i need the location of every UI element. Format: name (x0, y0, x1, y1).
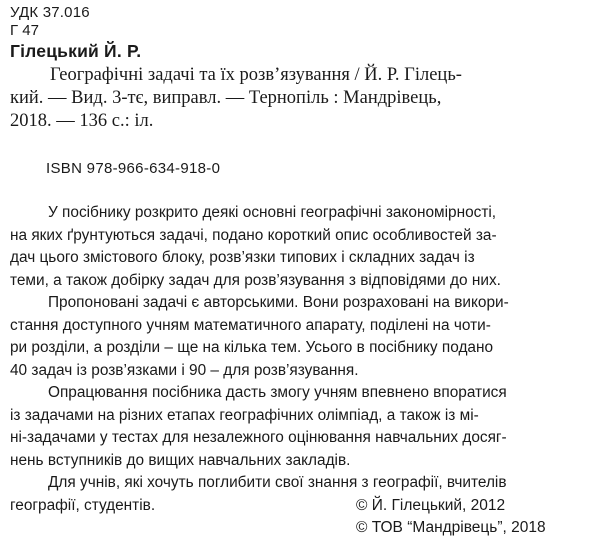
abstract-line: теми, а також добірку задач для розв’язування з відповідями до них. (10, 271, 501, 289)
udk-code: УДК 37.016 (10, 4, 90, 21)
biblio-line: Географічні задачі та їх розв’язування / Й. Р. Гілець- (50, 65, 462, 85)
abstract-line: ри розділи, а розділи – ще на кілька тем. Усього в посібнику подано (10, 339, 494, 356)
abstract-paragraph (10, 202, 592, 292)
author-mark-code: Г 47 (10, 22, 39, 39)
abstract-line: дач цього змістового блоку, розв’язки типових і складних задач із (10, 249, 475, 266)
abstract-line: Опрацювання посібника дасть змогу учням впевнено впоратися (48, 384, 507, 401)
abstract-line: 40 задач із розв’язками і 90 – для розв’язування. (10, 361, 359, 379)
biblio-line: кий. — Вид. 3-тє, виправл. — Тернопіль : Мандрівець, (10, 88, 442, 108)
abstract-line: У посібнику розкрито деякі основні географічні закономірності, (48, 204, 497, 221)
abstract-line: географії, студентів. (10, 496, 156, 514)
biblio-line: 2018. — 136 с.: іл. (10, 111, 154, 131)
copyright-publisher: © ТОВ “Мандрівець”, 2018 (356, 519, 546, 536)
abstract-line: ні-задачами у тестах для незалежного оцінювання навчальних досяг- (10, 429, 507, 446)
copyright-author: © Й. Гілецький, 2012 (356, 497, 506, 514)
abstract-paragraph (10, 382, 592, 472)
isbn: ISBN 978-966-634-918-0 (46, 160, 221, 177)
abstract-paragraph (10, 292, 592, 382)
abstract-line: Пропоновані задачі є авторськими. Вони розраховані на викори- (48, 294, 509, 311)
abstract-line: стання доступного учням математичного апарату, поділені на чоти- (10, 316, 491, 334)
abstract-line: із задачами на різних етапах географічних олімпіад, а також із мі- (10, 406, 479, 424)
abstract (10, 202, 592, 517)
bibliographic-description (10, 64, 590, 133)
author-name: Гілецький Й. Р. (10, 41, 142, 61)
abstract-line: Для учнів, які хочуть поглибити свої знання з географії, вчителів (48, 474, 507, 491)
abstract-line: на яких ґрунтуються задачі, подано короткий опис особливостей за- (10, 226, 497, 244)
abstract-line: нень вступників до вищих навчальних закладів. (10, 451, 351, 469)
